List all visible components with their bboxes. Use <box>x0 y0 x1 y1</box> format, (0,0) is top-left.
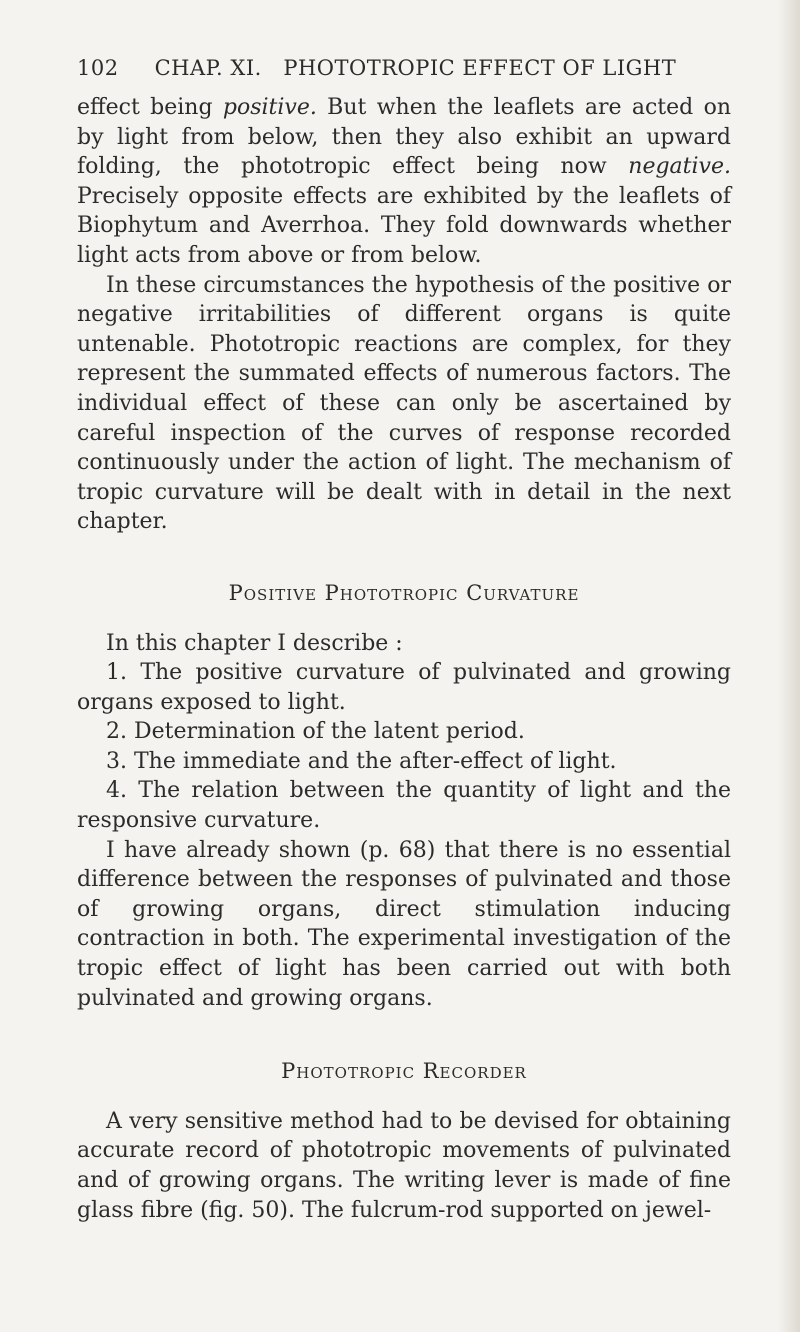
running-title: CHAP. XI. PHOTOTROPIC EFFECT OF LIGHT <box>154 56 677 80</box>
body-text <box>77 93 731 1225</box>
section-heading: Positive Phototropic Curvature <box>228 580 580 605</box>
paragraph <box>77 93 731 271</box>
page-edge-shadow <box>778 0 800 1332</box>
text-run: Precisely opposite effects are exhibited by the leaflets of Biophytum and Averrhoa. They fold downwards whether light acts from above or from below. <box>77 183 731 268</box>
page-number: 102 <box>77 56 119 80</box>
section-heading: Phototropic Recorder <box>281 1059 527 1084</box>
paragraph: A very sensitive method had to be devised for obtaining accurate record of phototropic movements of pulvinated and of growing organs. The writing lever is made of fine glass fibre (fig. 50). The fulcrum-rod supported on jewel- <box>77 1108 731 1223</box>
emphasis: negative. <box>628 154 731 180</box>
paragraph: In this chapter I describe : <box>106 630 403 656</box>
list-item: 4. The relation between the quantity of light and the responsive curvature. <box>77 778 731 834</box>
running-head <box>77 56 677 80</box>
list-item: 1. The positive curvature of pulvinated and growing organs exposed to light. <box>77 660 731 715</box>
paragraph: I have already shown (p. 68) that there is no essential difference between the responses of pulvinated and those of growing organs, direct stimulation inducing contraction in both. The experimental investigation of the tropic effect of light has been carried out with both pulvinated and growing organs. <box>77 837 731 1011</box>
list-item: 2. Determination of the latent period. <box>106 719 525 745</box>
paragraph: In these circumstances the hypothesis of the positive or negative irritabilities of different organs is quite untenable. Phototropic reactions are complex, for they represent the summated effects of numerous factors. The individual effect of these can only be ascertained by careful inspection of the curves of response recorded continuously under the action of light. The mechanism of tropic curvature will be dealt with in detail in the next chapter. <box>77 272 731 535</box>
emphasis: positive. <box>222 95 317 120</box>
list-item: 3. The immediate and the after-effect of light. <box>106 748 617 774</box>
text-run: effect being <box>77 95 223 120</box>
text-run: But when the leaflets are acted on by light from below, then they also exhibit an upward folding, the phototropic effect being now <box>77 95 731 180</box>
